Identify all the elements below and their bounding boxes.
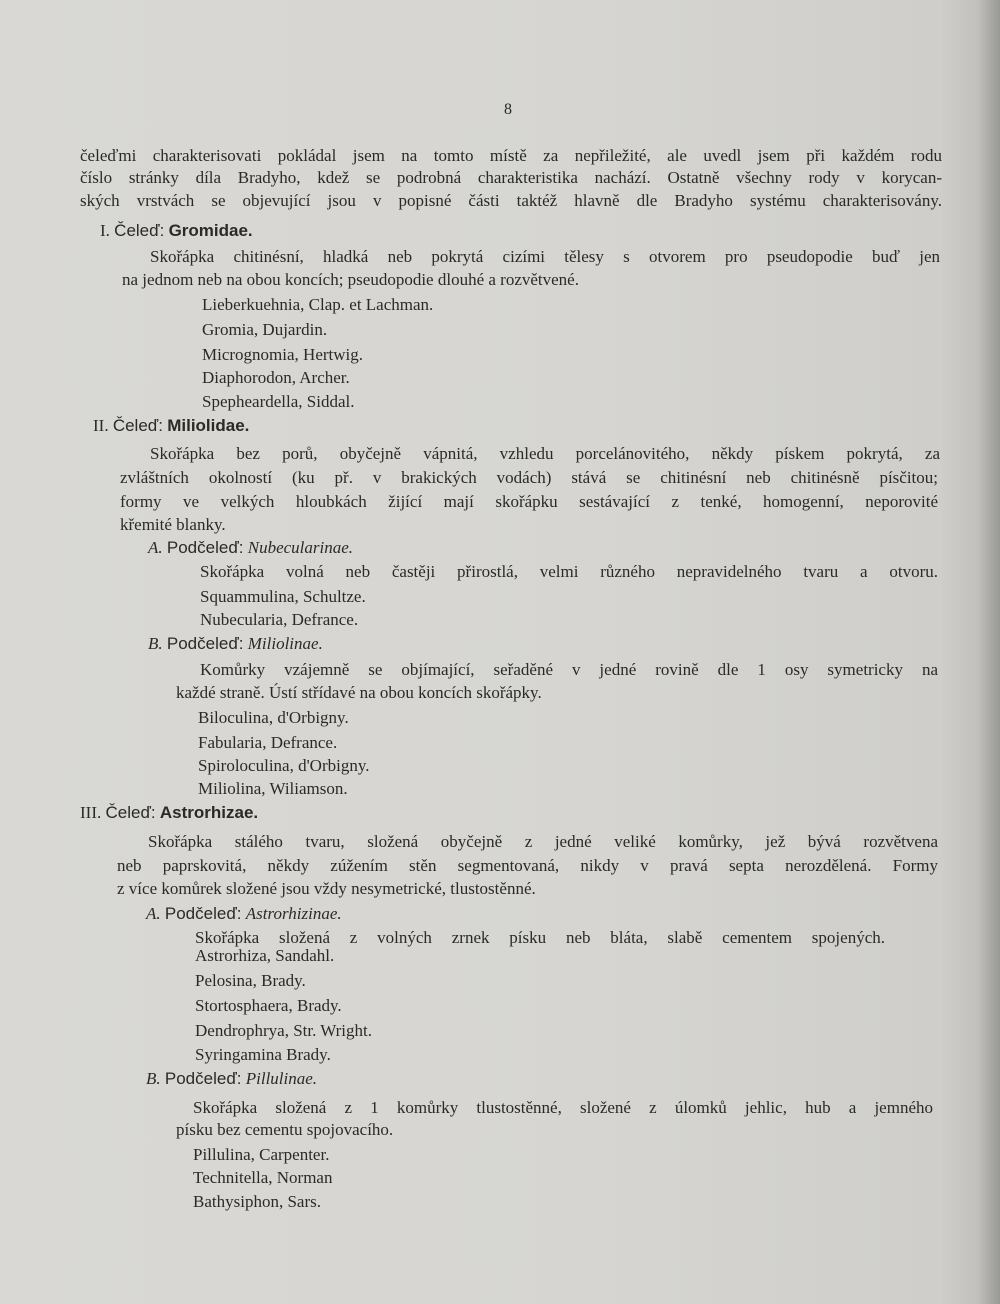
page-edge-shadow [978, 0, 1000, 1304]
family-name: Gromidae. [168, 221, 253, 240]
subfamily-label: Podčeleď: [164, 904, 242, 923]
genus-entry: Spiroloculina, d'Orbigny. [198, 756, 370, 775]
family-label: Čeleď: [105, 803, 156, 822]
family-heading [80, 803, 258, 823]
subfamily-description-line: Komůrky vzájemně se objímající, seřaděné v jedné rovině dle 1 osy symetricky na [200, 660, 938, 679]
family-label: Čeleď: [112, 416, 163, 435]
genus-entry: Bathysiphon, Sars. [193, 1192, 321, 1211]
family-description-line: Skořápka chitinésní, hladká neb pokrytá cizími tělesy s otvorem pro pseudopodie buď jen [150, 247, 940, 266]
subfamily-description-line: písku bez cementu spojovacího. [176, 1120, 394, 1139]
family-numeral: II. [93, 416, 109, 435]
genus-entry: Spepheardella, Siddal. [202, 392, 355, 411]
family-name: Astrorhizae. [159, 803, 259, 822]
family-description-line: formy ve velkých hloubkách žijící mají skořápku sestávající z tenké, homogenní, neporovité [120, 492, 938, 511]
subfamily-letter: B. [146, 1069, 161, 1088]
family-name: Miliolidae. [167, 416, 250, 435]
genus-entry: Biloculina, d'Orbigny. [198, 708, 349, 727]
subfamily-label: Podčeleď: [166, 634, 244, 653]
genus-entry: Dendrophrya, Str. Wright. [195, 1021, 373, 1040]
intro-line: čeleďmi charakterisovati pokládal jsem na tomto místě za nepřiležité, ale uvedl jsem při každém rodu [80, 146, 942, 165]
subfamily-description-line: Skořápka složená z 1 komůrky tlustostěnné, složené z úlomků jehlic, hub a jemného [193, 1098, 933, 1117]
subfamily-label: Podčeleď: [166, 538, 244, 557]
intro-line: ských vrstvách se objevující jsou v popisné části taktéž hlavně dle Bradyho systému charakterisovány. [80, 191, 942, 210]
family-heading [93, 416, 249, 436]
family-description-line: křemité blanky. [120, 515, 226, 534]
genus-entry: Stortosphaera, Brady. [195, 996, 342, 1015]
genus-entry: Technitella, Norman [193, 1168, 333, 1187]
subfamily-label: Podčeleď: [164, 1069, 242, 1088]
genus-entry: Squammulina, Schultze. [200, 587, 366, 606]
subfamily-heading [146, 904, 342, 924]
family-numeral: III. [80, 803, 102, 822]
family-heading [100, 221, 253, 241]
genus-entry: Miliolina, Wiliamson. [198, 779, 348, 798]
subfamily-name: Astrorhizinae. [245, 904, 342, 923]
subfamily-description-line: každé straně. Ústí střídavé na obou koncích skořápky. [176, 683, 542, 702]
genus-entry: Fabularia, Defrance. [198, 733, 338, 752]
genus-entry: Diaphorodon, Archer. [202, 368, 350, 387]
subfamily-name: Nubecularinae. [247, 538, 354, 557]
subfamily-letter: B. [148, 634, 163, 653]
genus-entry: Syringamina Brady. [195, 1045, 331, 1064]
genus-entry: Astrorhiza, Sandahl. [195, 946, 335, 965]
subfamily-letter: A. [148, 538, 163, 557]
family-label: Čeleď: [114, 221, 165, 240]
genus-entry: Gromia, Dujardin. [202, 320, 328, 339]
genus-entry: Nubecularia, Defrance. [200, 610, 359, 629]
intro-line: číslo stránky díla Bradyho, kdež se podrobná charakteristika nachází. Ostatně všechny rody v korycan- [80, 168, 942, 187]
subfamily-description-line: Skořápka volná neb častěji přirostlá, velmi různého nepravidelného tvaru a otvoru. [200, 562, 938, 581]
family-description-line: na jednom neb na obou koncích; pseudopodie dlouhé a rozvětvené. [122, 270, 579, 289]
genus-entry: Lieberkuehnia, Clap. et Lachman. [202, 295, 434, 314]
genus-entry: Pelosina, Brady. [195, 971, 306, 990]
page-number: 8 [504, 101, 512, 118]
subfamily-description-line: Skořápka složená z volných zrnek písku neb bláta, slabě cementem spojených. [195, 928, 885, 947]
genus-entry: Pillulina, Carpenter. [193, 1145, 330, 1164]
subfamily-name: Miliolinae. [247, 634, 323, 653]
family-description-line: zvláštních okolností (ku př. v brakických vodách) stává se chitinésní neb chitinésně písčitou; [120, 468, 938, 487]
family-description-line: Skořápka stálého tvaru, složená obyčejně z jedné veliké komůrky, jež bývá rozvětvena [148, 832, 938, 851]
family-description-line: neb paprskovitá, někdy zúžením stěn segmentovaná, nikdy v pravá septa nerozdělená. Formy [117, 856, 938, 875]
subfamily-letter: A. [146, 904, 161, 923]
family-description-line: Skořápka bez porů, obyčejně vápnitá, vzhledu porcelánovitého, někdy pískem pokrytá, za [150, 444, 940, 463]
family-description-line: z více komůrek složené jsou vždy nesymetrické, tlustostěnné. [117, 879, 536, 898]
subfamily-heading [148, 538, 353, 558]
subfamily-heading [146, 1069, 317, 1089]
subfamily-name: Pillulinae. [245, 1069, 318, 1088]
subfamily-heading [148, 634, 323, 654]
genus-entry: Micrognomia, Hertwig. [202, 345, 363, 364]
family-numeral: I. [100, 221, 110, 240]
